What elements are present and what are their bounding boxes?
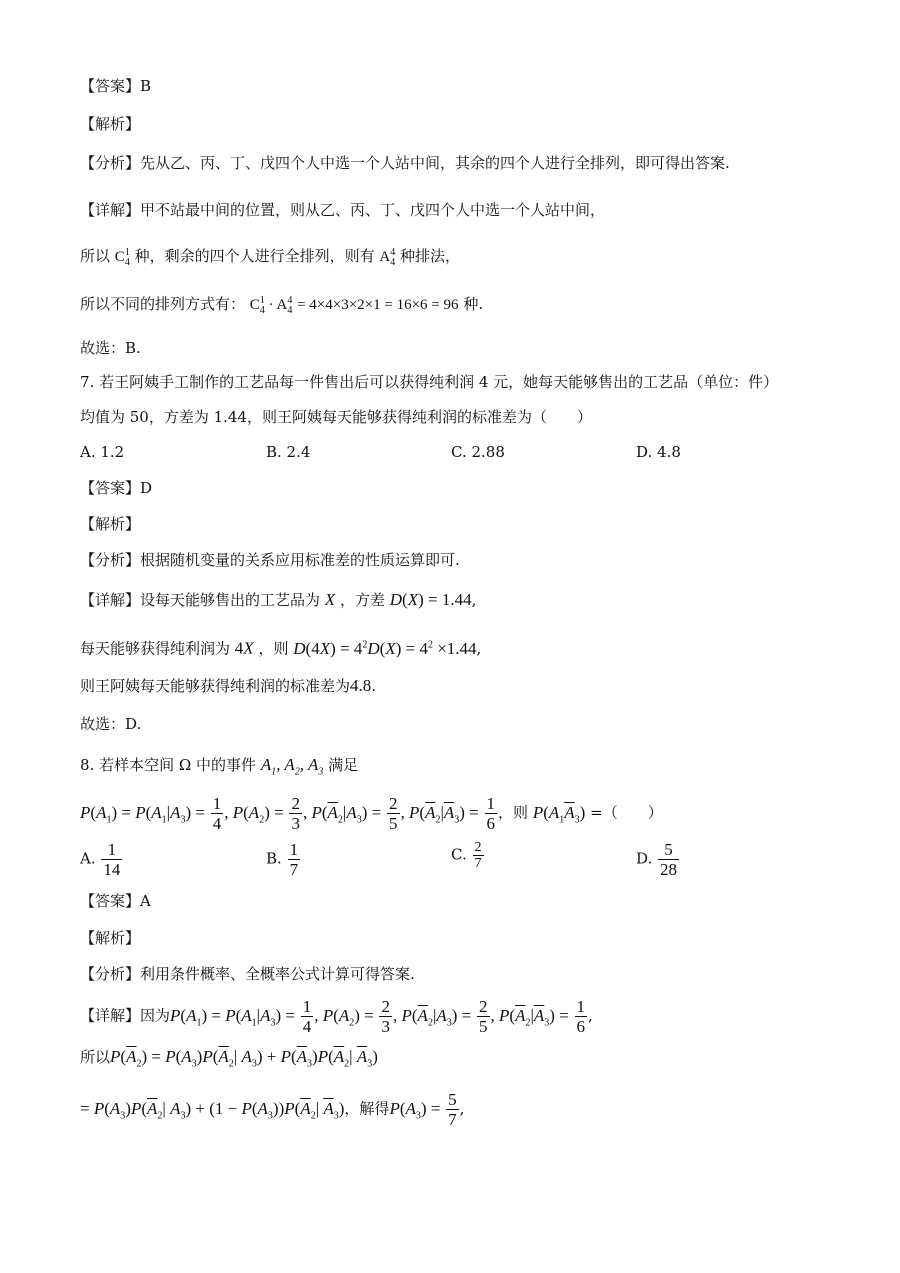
q8-detail-line-2: 所以$P(\overline{A}_2) = P(A_3)P(\overline{A}_2|$ $A_3) + P(\overline{A}_3)P(\overline{A}_2|$ $\overline{A}_3$): [80, 1047, 378, 1070]
q8-option-a: A. $\frac{1}{14}$: [80, 840, 121, 879]
q6-detail-line-1: 【详解】甲不站最中间的位置，则从乙、丙、丁、戊四个人中选一个人站中间，: [80, 201, 606, 219]
q7-detail-line-2: 每天能够获得纯利润为 4X ，则 $D(4X) = 4^2D(X) = 4^2 \times 1.44$,: [80, 638, 482, 658]
q6-analysis-heading: 【解析】: [80, 115, 141, 133]
q8-option-b: B. $\frac{1}{7}$: [266, 840, 299, 879]
q7-stem-line-2: 均值为 50，方差为 1.44，则王阿姨每天能够获得纯利润的标准差为（ ）: [80, 408, 593, 426]
q7-answer: 【答案】D: [80, 479, 153, 497]
q6-conclusion: 故选：B.: [80, 339, 141, 357]
q6-detail-line-3: 所以不同的排列方式有： C 1 4 · A 4 4 = 4×4×3×2×1 = 16×6 = 96 种.: [80, 294, 484, 316]
q8-stem-line-1: 8. 若样本空间 Ω 中的事件 $A_1$, $A_2$, $A_3$ 满足: [80, 755, 359, 778]
q8-detail-line-1: 【详解】因为$P(A_1) = P(A_1|A_3)$ = $\frac{1}{4}$ , $P(A_2)$ = $\frac{2}{3}$ , $P(\overline{A}_2|A_3)$ = $\frac{2}{5}$ , $P(\overline{A}_2|\overline{A}_3)$ = $\frac{1}{6}$ ,: [80, 997, 593, 1036]
combination-symbol: C 1 4: [114, 246, 130, 268]
q8-fenxi: 【分析】利用条件概率、全概率公式计算可得答案.: [80, 965, 415, 983]
q8-option-c: C. $\frac{2}{7}$: [451, 840, 482, 871]
q7-option-a: A. 1.2: [80, 443, 125, 461]
q7-option-b: B. 2.4: [266, 443, 311, 461]
arrangement-symbol: A 4 4: [379, 246, 396, 268]
q8-detail-line-3: = $P(A_3)P(\overline{A}_2|$ $A_3) + (1 - P(A_3))P(\overline{A}_2|$ $\overline{A}_3$)，解得$P(A_3)$ = $\frac{5}{7}$ ,: [80, 1090, 465, 1129]
q7-conclusion: 故选：D.: [80, 715, 142, 733]
q8-option-d: D. $\frac{5}{28}$: [636, 840, 678, 879]
q6-fenxi: 【分析】先从乙、丙、丁、戊四个人中选一个人站中间，其余的四个人进行全排列，即可得出答案.: [80, 154, 730, 172]
q7-fenxi: 【分析】根据随机变量的关系应用标准差的性质运算即可.: [80, 551, 460, 569]
q7-detail-line-1: 【详解】设每天能够售出的工艺品为 X ，方差 D(X) = 1.44,: [80, 590, 477, 609]
q8-analysis-heading: 【解析】: [80, 929, 141, 947]
q6-detail-line-2: 所以 C 1 4 种，剩余的四个人进行全排列，则有 A 4 4 种排法，: [80, 246, 461, 268]
q7-option-d: D. 4.8: [636, 443, 681, 461]
q7-detail-line-3: 则王阿姨每天能够获得纯利润的标准差为4.8.: [80, 676, 377, 695]
q7-analysis-heading: 【解析】: [80, 515, 141, 533]
q8-stem-line-2: $P(A_1) = P(A_1|A_3)$ = $\frac{1}{4}$ , $P(A_2)$ = $\frac{2}{3}$ , $P(\overline{A}_2|A_3)$ = $\frac{2}{5}$ , $P(\overline{A}_2|\overline{A}_3)$ = $\frac{1}{6}$ ，则 $P(A_1\overline{A}_3)$ =（ ）: [80, 794, 663, 833]
q7-stem-line-1: 7. 若王阿姨手工制作的工艺品每一件售出后可以获得纯利润 4 元，她每天能够售出的工艺品（单位：件）: [80, 373, 779, 391]
q8-answer: 【答案】A: [80, 892, 151, 910]
q6-answer: 【答案】B: [80, 77, 152, 95]
q7-option-c: C. 2.88: [451, 443, 505, 461]
